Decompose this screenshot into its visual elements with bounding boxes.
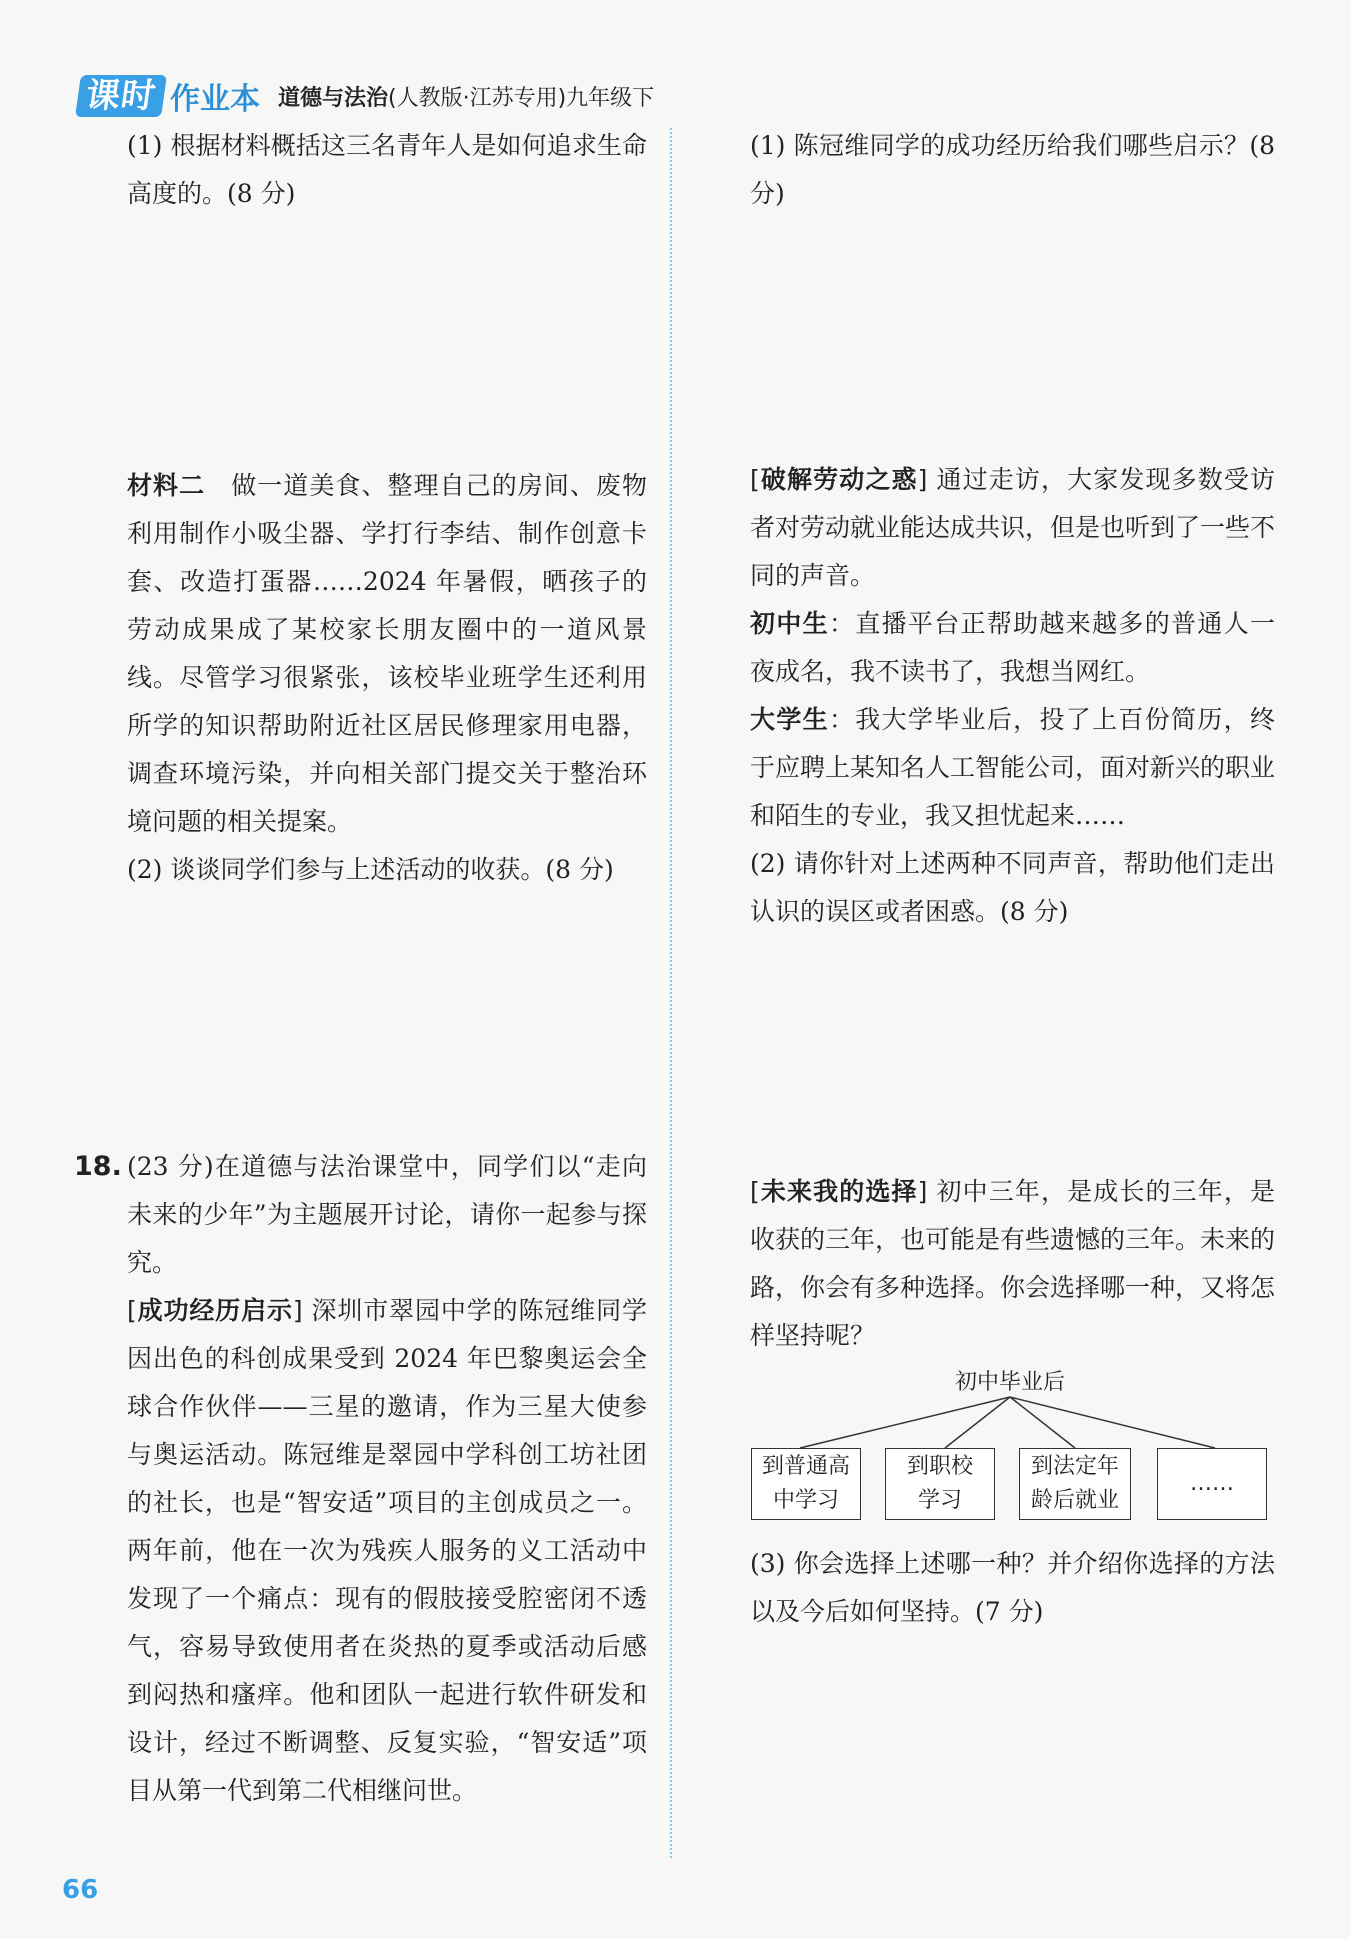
college-text: ：我大学毕业后，投了上百份简历，终于应聘上某知名人工智能公司，面对新兴的职业和陌生的专业，我又担忧起来…… <box>750 705 1276 830</box>
question-18-intro: (23 分)在道德与法治课堂中，同学们以“走向未来的少年”为主题展开讨论，请你一起参与探究。 <box>127 1152 647 1277</box>
labor-section: [破解劳动之惑] 通过走访，大家发现多数受访者对劳动就业能达成共识，但是也听到了一些不同的声音。 初中生：直播平台正帮助越来越多的普通人一夜成名，我不读书了，我想当网红。 大学生：我大学毕业后，投了上百份简历，终于应聘上某知名人工智能公司，面对新兴的职业和陌生的专业，我又担忧起来…… (2) 请你针对上述两种不同声音，帮助他们走出认识的误区或者困惑。(8 分) <box>750 456 1275 936</box>
option-box-2: 到职校 学习 <box>885 1448 995 1520</box>
subject-title: 道德与法治 <box>278 85 389 111</box>
left-q1: (1) 根据材料概括这三名青年人是如何追求生命高度的。(8 分) <box>127 131 647 208</box>
left-q2: (2) 谈谈同学们参与上述活动的收获。(8 分) <box>127 855 614 884</box>
right-q2: (2) 请你针对上述两种不同声音，帮助他们走出认识的误区或者困惑。(8 分) <box>750 849 1275 926</box>
logo-badge: 课时 <box>75 75 167 117</box>
career-choice-diagram <box>745 1365 1280 1535</box>
option-box-3: 到法定年 龄后就业 <box>1019 1448 1131 1520</box>
logo-text: 作业本 <box>170 82 260 117</box>
success-label: 成功经历启示 <box>136 1296 293 1325</box>
right-q3: (3) 你会选择上述哪一种？并介绍你选择的方法以及今后如何坚持。(7 分) <box>750 1549 1275 1626</box>
option-box-1: 到普通高 中学习 <box>751 1448 861 1520</box>
page-number: 66 <box>62 1875 99 1905</box>
edition-label: (人教版·江苏专用)九年级下 <box>388 85 655 111</box>
question-18: (23 分)在道德与法治课堂中，同学们以“走向未来的少年”为主题展开讨论，请你一起参与探究。 [成功经历启示] 深圳市翠园中学的陈冠维同学因出色的科创成果受到 2024 年巴黎奥运会全球合作伙伴——三星的邀请，作为三星大使参与奥运活动。陈冠维是翠园中学科创工坊社团的社长，也是“智安适”项目的主创成员之一。两年前，他在一次为残疾人服务的义工活动中发现了一个痛点：现有的假肢接受腔密闭不透气，容易导致使用者在炎热的夏季或活动后感到闷热和瘙痒。他和团队一起进行软件研发和设计，经过不断调整、反复实验，“智安适”项目从第一代到第二代相继问世。 <box>127 1143 647 1815</box>
labor-text: 通过走访，大家发现多数受访者对劳动就业能达成共识，但是也听到了一些不同的声音。 <box>750 465 1276 590</box>
page-header <box>78 74 654 118</box>
future-text: 初中三年，是成长的三年，是收获的三年，也可能是有些遗憾的三年。未来的路，你会有多种选择。你会选择哪一种，又将怎样坚持呢？ <box>750 1177 1276 1350</box>
junior-label: 初中生 <box>750 609 829 638</box>
material-two-label: 材料二 <box>127 471 206 500</box>
college-label: 大学生 <box>750 705 829 734</box>
future-label: 未来我的选择 <box>759 1177 918 1206</box>
diagram-connectors <box>745 1365 1280 1455</box>
junior-text: ：直播平台正帮助越来越多的普通人一夜成名，我不读书了，我想当网红。 <box>750 609 1275 686</box>
material-two-text: 做一道美食、整理自己的房间、废物利用制作小吸尘器、学打行李结、制作创意卡套、改造打蛋器……2024 年暑假，晒孩子的劳动成果成了某校家长朋友圈中的一道风景线。尽管学习很紧张，该校毕业班学生还利用所学的知识帮助附近社区居民修理家用电器，调查环境污染，并向相关部门提交关于整治环境问题的相关提案。 <box>127 471 647 836</box>
question-18-number: 18. <box>74 1151 122 1182</box>
success-text: 深圳市翠园中学的陈冠维同学因出色的科创成果受到 2024 年巴黎奥运会全球合作伙伴——三星的邀请，作为三星大使参与奥运活动。陈冠维是翠园中学科创工坊社团的社长，也是“智安适”项目的主创成员之一。两年前，他在一次为残疾人服务的义工活动中发现了一个痛点：现有的假肢接受腔密闭不透气，容易导致使用者在炎热的夏季或活动后感到闷热和瘙痒。他和团队一起进行软件研发和设计，经过不断调整、反复实验，“智安适”项目从第一代到第二代相继问世。 <box>127 1296 647 1805</box>
future-section: [未来我的选择] 初中三年，是成长的三年，是收获的三年，也可能是有些遗憾的三年。未来的路，你会有多种选择。你会选择哪一种，又将怎样坚持呢？ <box>750 1177 1276 1350</box>
labor-label: 破解劳动之惑 <box>759 465 918 494</box>
material-two <box>127 462 647 894</box>
column-divider <box>670 128 672 1858</box>
right-q1: (1) 陈冠维同学的成功经历给我们哪些启示？(8 分) <box>750 131 1275 208</box>
connector-4 <box>1010 1397 1215 1448</box>
option-box-4: …… <box>1157 1448 1267 1520</box>
diagram-root-label: 初中毕业后 <box>954 1370 1065 1395</box>
